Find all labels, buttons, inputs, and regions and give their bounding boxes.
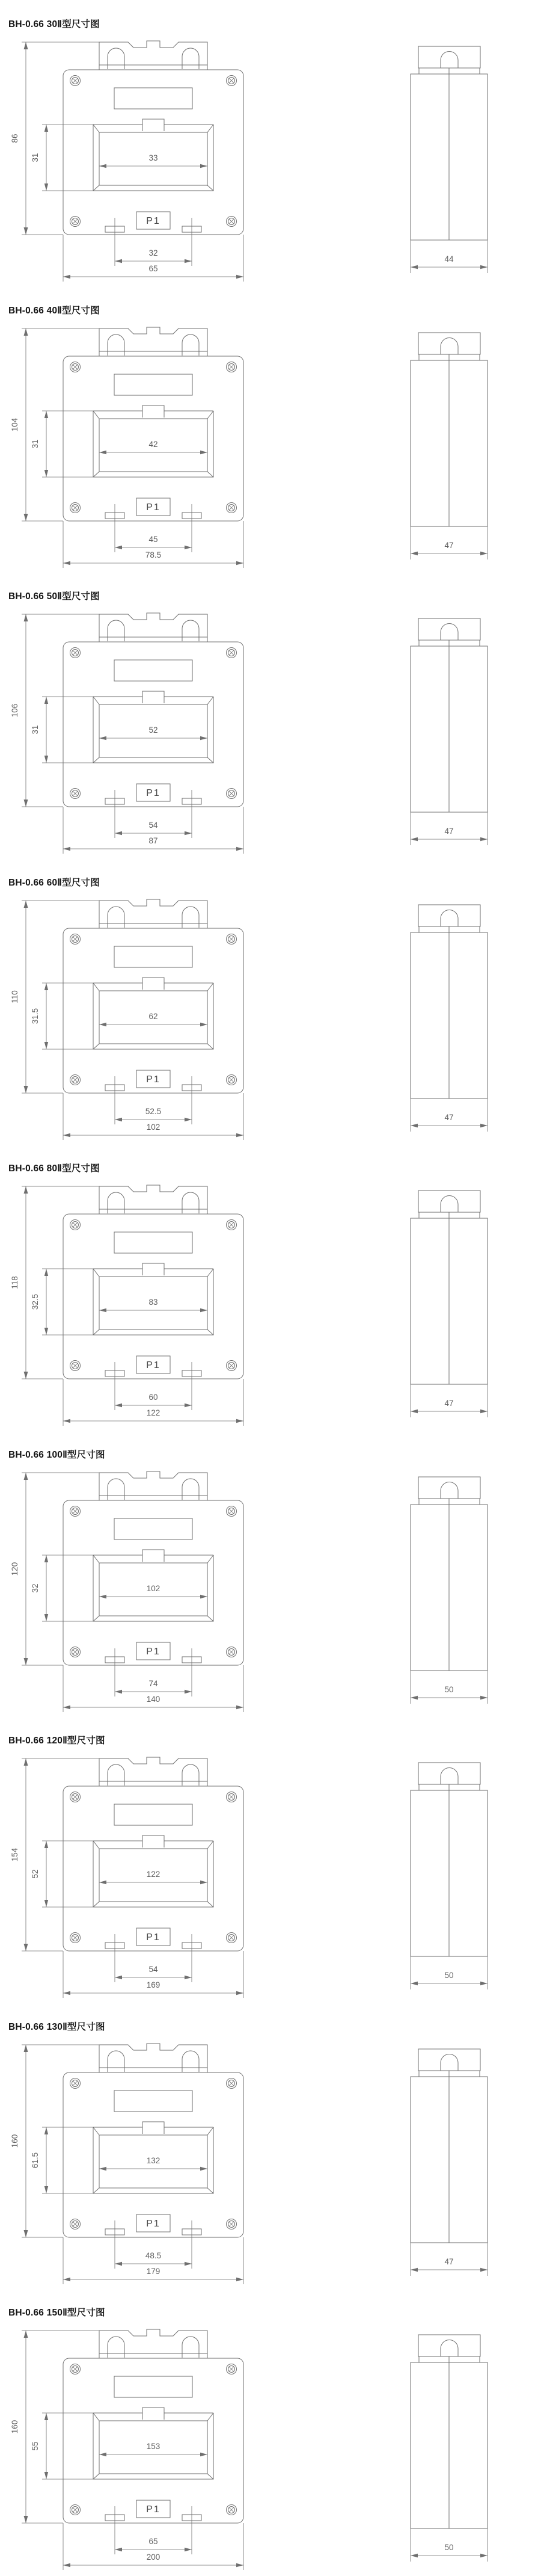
body-outline [63, 928, 243, 1093]
screw-icon [70, 2364, 81, 2374]
side-cap-arch [441, 52, 458, 69]
hole-spacing-dim: 54 [148, 821, 158, 830]
bracket-arch-right [182, 1192, 199, 1213]
overall-height-dim: 106 [10, 703, 19, 718]
window-width-dim: 132 [146, 2155, 160, 2165]
side-view-drawing [397, 2323, 541, 2576]
mounting-bracket [99, 1471, 207, 1500]
hole-spacing-dimension [115, 1107, 192, 1121]
screw-icon [70, 2078, 81, 2088]
side-width-dim: 47 [444, 2257, 454, 2266]
hole-spacing-dimension [115, 1393, 192, 1407]
screw-icon [227, 76, 237, 86]
screw-icon [70, 934, 81, 944]
p1-label: P1 [146, 1932, 160, 1943]
bracket-arch-left [108, 1764, 124, 1786]
section-title: BH-0.66 60Ⅱ型尺寸图 [8, 877, 100, 888]
mounting-bracket [99, 1185, 207, 1214]
p1-label: P1 [146, 1074, 160, 1085]
hole-spacing-dimension [115, 1679, 192, 1693]
dimension-diagram-section [0, 1716, 541, 2003]
overall-width-dim: 200 [146, 2553, 160, 2562]
screw-icon [227, 502, 237, 513]
hole-spacing-dim: 52.5 [145, 1106, 162, 1116]
front-view-drawing [0, 1179, 270, 1432]
overall-height-dim: 160 [10, 2420, 19, 2434]
overall-width-dim: 122 [146, 1408, 160, 1417]
overall-width-dimension [63, 2237, 243, 2284]
overall-height-dim: 104 [10, 418, 19, 431]
dimension-diagram-section [0, 1144, 541, 1431]
side-width-dim: 47 [444, 827, 454, 836]
p1-label: P1 [146, 2218, 160, 2229]
section-title: BH-0.66 30Ⅱ型尺寸图 [8, 19, 100, 29]
overall-height-dim: 86 [10, 134, 19, 143]
section-title: BH-0.66 100Ⅱ型尺寸图 [8, 1449, 105, 1460]
screw-icon [227, 1074, 237, 1085]
screw-icon [70, 1361, 81, 1371]
p1-label: P1 [146, 216, 160, 226]
screw-icon [70, 648, 81, 658]
screw-icon [70, 789, 81, 799]
bracket-arch-right [182, 1479, 199, 1500]
front-view-drawing [0, 2038, 270, 2290]
side-width-dim: 50 [444, 2543, 454, 2552]
hole-spacing-dimension [115, 821, 192, 835]
mounting-bracket [99, 41, 207, 70]
hole-spacing-dim: 74 [148, 1678, 158, 1688]
overall-height-dim: 154 [10, 1847, 19, 1862]
front-view-drawing [0, 1465, 270, 1718]
side-width-dim: 47 [444, 1399, 454, 1408]
window-height-dim: 52 [31, 1869, 40, 1879]
screw-icon [70, 2505, 81, 2515]
side-cap-arch [441, 2340, 458, 2357]
overall-width-dim: 179 [146, 2266, 160, 2276]
side-cap-arch [441, 910, 458, 926]
screw-icon [227, 2505, 237, 2515]
hole-spacing-dim: 54 [148, 1965, 158, 1974]
bracket-arch-right [182, 620, 199, 641]
overall-width-dimension [63, 1665, 243, 1712]
hole-spacing-dim: 45 [148, 534, 158, 544]
hole-spacing-dim: 48.5 [145, 2251, 162, 2260]
screw-icon [227, 1220, 237, 1230]
p1-label: P1 [146, 502, 160, 513]
bracket-arch-left [108, 2337, 124, 2358]
screw-icon [70, 2219, 81, 2229]
bracket-arch-right [182, 1764, 199, 1786]
body-outline [63, 1786, 243, 1951]
p1-label: P1 [146, 1360, 160, 1370]
screw-icon [70, 362, 81, 372]
bracket-arch-left [108, 48, 124, 69]
hole-spacing-dimension [115, 1965, 192, 1979]
screw-icon [227, 648, 237, 658]
side-view-drawing [397, 321, 541, 574]
overall-height-dim: 118 [10, 1276, 19, 1289]
hole-spacing-dimension [115, 2537, 192, 2551]
body-outline [63, 1500, 243, 1665]
side-width-dim: 47 [444, 1112, 454, 1122]
screw-icon [70, 502, 81, 513]
screw-icon [70, 1220, 81, 1230]
screw-icon [70, 1792, 81, 1802]
screw-icon [227, 1792, 237, 1802]
side-width-dimension [411, 1384, 488, 1417]
overall-width-dim: 65 [148, 264, 158, 273]
screw-icon [227, 934, 237, 944]
side-cap-arch [441, 624, 458, 641]
bracket-arch-left [108, 334, 124, 356]
hole-spacing-dim: 32 [148, 248, 158, 257]
front-view-drawing [0, 607, 270, 860]
p1-label: P1 [146, 788, 160, 798]
side-width-dimension [411, 2243, 488, 2276]
overall-width-dimension [63, 235, 243, 282]
overall-height-dim: 120 [10, 1562, 19, 1576]
body-outline [63, 356, 243, 521]
section-title: BH-0.66 40Ⅱ型尺寸图 [8, 305, 100, 316]
screw-icon [227, 362, 237, 372]
bracket-arch-right [182, 907, 199, 928]
side-view-drawing [397, 893, 541, 1146]
window-height-dim: 55 [31, 2441, 40, 2451]
hole-spacing-dimension [115, 248, 192, 263]
side-width-dim: 47 [444, 540, 454, 550]
screw-icon [227, 2364, 237, 2374]
mounting-bracket [99, 2329, 207, 2358]
p1-label: P1 [146, 2504, 160, 2515]
screw-icon [70, 76, 81, 86]
overall-height-dim: 110 [10, 990, 19, 1003]
window-width-dim: 33 [148, 153, 158, 162]
body-outline [63, 2358, 243, 2523]
screw-icon [227, 789, 237, 799]
side-width-dimension [411, 1956, 488, 1989]
overall-width-dim: 78.5 [145, 550, 162, 559]
mounting-bracket [99, 327, 207, 356]
window-height-dim: 31 [31, 153, 40, 162]
bracket-arch-right [182, 2051, 199, 2072]
screw-icon [227, 2078, 237, 2088]
screw-icon [227, 217, 237, 227]
p1-label: P1 [146, 1646, 160, 1657]
dimension-diagram-section [0, 2003, 541, 2289]
overall-width-dimension [63, 1379, 243, 1426]
overall-width-dim: 169 [146, 1980, 160, 1989]
overall-height-dim: 160 [10, 2134, 19, 2148]
screw-icon [227, 2219, 237, 2229]
hole-spacing-dim: 65 [148, 2537, 158, 2546]
front-view-drawing [0, 2323, 270, 2576]
window-width-dim: 102 [146, 1583, 160, 1593]
window-width-dim: 52 [148, 726, 158, 735]
mounting-bracket [99, 1757, 207, 1786]
hole-spacing-dimension [115, 2251, 192, 2266]
window-width-dim: 83 [148, 1298, 158, 1307]
section-title: BH-0.66 150Ⅱ型尺寸图 [8, 2308, 105, 2318]
side-cap-arch [441, 337, 458, 354]
screw-icon [70, 1506, 81, 1516]
window-height-dim: 31.5 [31, 1008, 40, 1024]
dimension-diagram-section [0, 0, 541, 286]
overall-width-dimension [63, 521, 243, 568]
window-width-dim: 42 [148, 439, 158, 449]
dimension-diagram-section [0, 1431, 541, 1717]
side-view-drawing [397, 1751, 541, 2004]
overall-width-dimension [63, 2523, 243, 2570]
front-view-drawing [0, 321, 270, 574]
window-height-dim: 31 [31, 725, 40, 735]
body-outline [63, 1214, 243, 1379]
screw-icon [70, 217, 81, 227]
side-width-dim: 44 [444, 254, 454, 263]
screw-icon [70, 1933, 81, 1943]
front-view-drawing [0, 35, 270, 288]
dimension-diagram-section [0, 286, 541, 573]
side-width-dim: 50 [444, 1684, 454, 1694]
body-outline [63, 2072, 243, 2237]
bracket-arch-left [108, 907, 124, 928]
side-cap-arch [441, 1768, 458, 1785]
hole-spacing-dimension [115, 535, 192, 549]
side-width-dimension [411, 812, 488, 845]
window-height-dim: 31 [31, 439, 40, 449]
side-cap-arch [441, 1482, 458, 1499]
side-width-dimension [411, 526, 488, 559]
bracket-arch-right [182, 2337, 199, 2358]
side-width-dim: 50 [444, 1971, 454, 1980]
bracket-arch-left [108, 1192, 124, 1213]
side-view-drawing [397, 1179, 541, 1432]
window-height-dim: 32 [31, 1583, 40, 1593]
side-cap-arch [441, 1196, 458, 1213]
side-view-drawing [397, 607, 541, 860]
bracket-arch-left [108, 620, 124, 641]
section-title: BH-0.66 80Ⅱ型尺寸图 [8, 1163, 100, 1174]
hole-spacing-dim: 60 [148, 1393, 158, 1402]
bracket-arch-right [182, 48, 199, 69]
side-view-drawing [397, 1465, 541, 1718]
screw-icon [227, 1506, 237, 1516]
screw-icon [227, 1361, 237, 1371]
screw-icon [70, 1647, 81, 1657]
screw-icon [227, 1647, 237, 1657]
overall-width-dimension [63, 1093, 243, 1140]
overall-width-dim: 102 [146, 1122, 160, 1132]
dimension-diagram-section [0, 858, 541, 1145]
window-width-dim: 62 [148, 1011, 158, 1021]
front-view-drawing [0, 1751, 270, 2004]
dimension-diagram-section [0, 572, 541, 858]
body-outline [63, 642, 243, 807]
window-height-dim: 32.5 [31, 1293, 40, 1310]
overall-width-dim: 140 [146, 1694, 160, 1704]
window-width-dim: 153 [146, 2442, 160, 2451]
section-title: BH-0.66 130Ⅱ型尺寸图 [8, 2021, 105, 2032]
mounting-bracket [99, 613, 207, 642]
body-outline [63, 70, 243, 235]
overall-width-dimension [63, 1951, 243, 1998]
side-width-dimension [411, 2528, 488, 2562]
bracket-arch-left [108, 1479, 124, 1500]
side-cap-arch [441, 2054, 458, 2071]
side-view-drawing [397, 35, 541, 288]
window-width-dim: 122 [146, 1870, 160, 1879]
side-width-dimension [411, 1098, 488, 1132]
bracket-arch-right [182, 334, 199, 356]
mounting-bracket [99, 899, 207, 928]
dimension-diagram-section [0, 2288, 541, 2575]
overall-width-dimension [63, 807, 243, 854]
overall-width-dim: 87 [148, 836, 158, 845]
side-width-dimension [411, 1671, 488, 1704]
bracket-arch-left [108, 2051, 124, 2072]
front-view-drawing [0, 893, 270, 1146]
mounting-bracket [99, 2044, 207, 2072]
section-title: BH-0.66 120Ⅱ型尺寸图 [8, 1736, 105, 1746]
side-view-drawing [397, 2038, 541, 2290]
screw-icon [70, 1074, 81, 1085]
section-title: BH-0.66 50Ⅱ型尺寸图 [8, 591, 100, 602]
window-height-dim: 61.5 [31, 2152, 40, 2168]
screw-icon [227, 1933, 237, 1943]
side-width-dimension [411, 240, 488, 273]
